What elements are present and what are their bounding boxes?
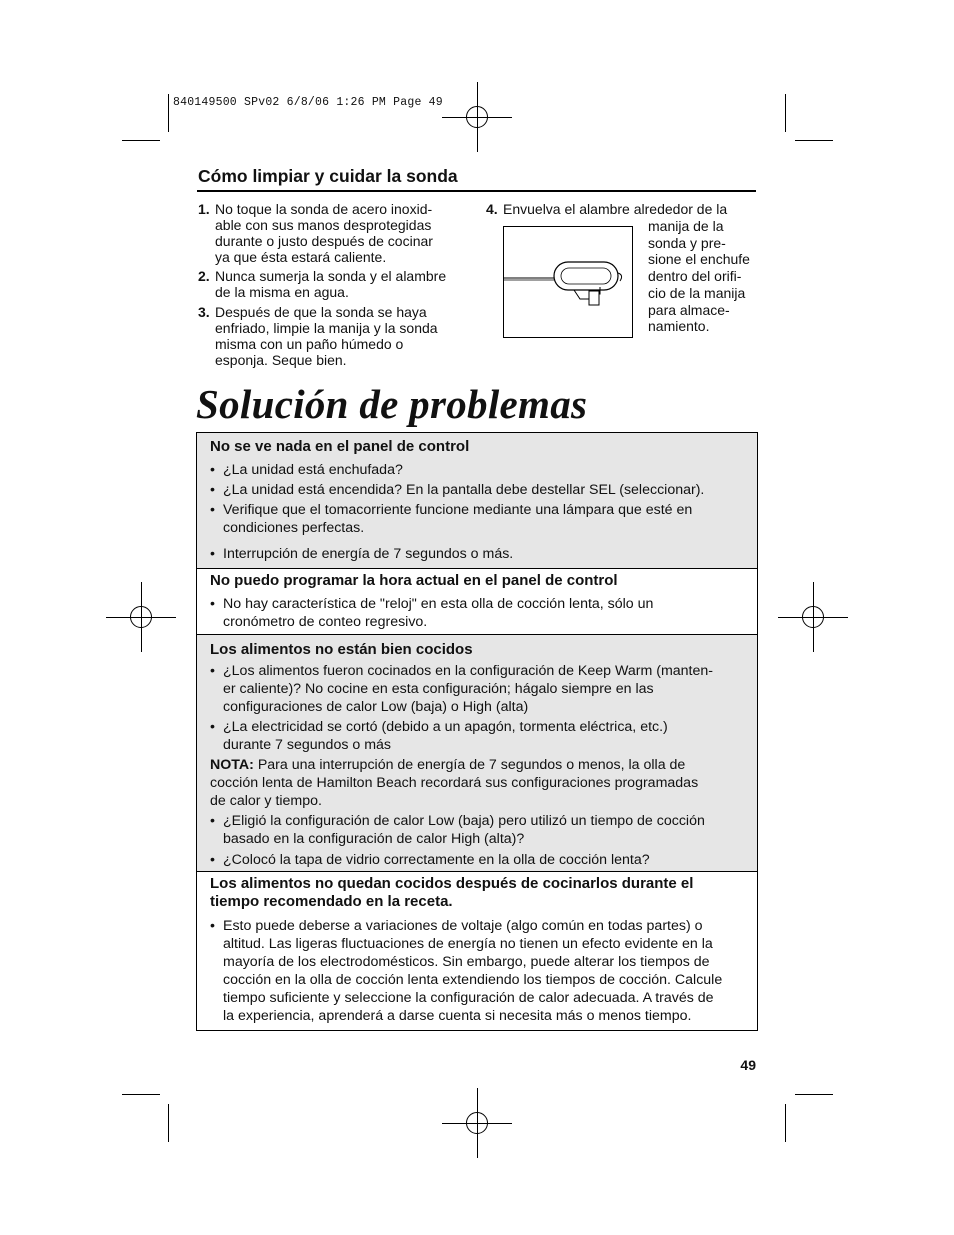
registration-mark-icon <box>106 582 176 652</box>
troubleshooting-row <box>197 433 757 569</box>
problem-title: No se ve nada en el panel de control <box>210 438 470 455</box>
problem-title: No puedo programar la hora actual en el panel de control <box>210 572 618 589</box>
list-item: • No hay característica de "reloj" en esta olla de cocción lenta, sólo un cronómetro de conteo regresivo. <box>210 596 654 630</box>
crop-mark <box>785 94 786 132</box>
list-item: • ¿Los alimentos fueron cocinados en la configuración de Keep Warm (manten- er caliente)? No cocine en esta configuración; hágalo siempre en las configuraciones de calor Low (baja) o High (alta) <box>210 663 713 715</box>
crop-mark <box>168 94 169 132</box>
list-item: • Esto puede deberse a variaciones de voltaje (algo común en todas partes) o altitud. Las ligeras fluctuaciones de energía no tienen un efecto evidente en la mayoría de los electrodomésticos. Sin embargo, puede alterar los tiempos de cocción en la olla de cocción lenta extendiendo los tiempos de cocción. Calcule tiempo suficiente y seleccione la configuración de calor adecuada. A través de la experiencia, aprenderá a darse cuenta si necesita más o menos tiempo. <box>210 918 723 1024</box>
section-heading: Cómo limpiar y cuidar la sonda <box>198 166 458 186</box>
heading-rule <box>197 190 756 192</box>
crop-mark <box>122 1094 160 1095</box>
crop-mark <box>795 140 833 141</box>
list-item: • ¿Colocó la tapa de vidrio correctamente en la olla de cocción lenta? <box>210 852 650 868</box>
registration-mark-icon <box>442 1088 512 1158</box>
problem-title: Los alimentos no quedan cocidos después de cocinarlos durante el tiempo recomendado en la receta. <box>210 875 694 910</box>
list-item: • ¿Eligió la configuración de calor Low (baja) pero utilizó un tiempo de cocción basado en la configuración de calor High (alta)? <box>210 813 705 847</box>
list-item: • Interrupción de energía de 7 segundos o más. <box>210 546 514 562</box>
problem-title: Los alimentos no están bien cocidos <box>210 641 473 658</box>
page-title: Solución de problemas <box>196 381 588 427</box>
troubleshooting-row <box>197 569 757 635</box>
care-step-4-continued: manija de la sonda y pre- sione el enchufe dentro del orifi- cio de la manija para almace- namiento. <box>648 218 750 335</box>
troubleshooting-row <box>197 872 757 1030</box>
registration-mark-icon <box>778 582 848 652</box>
list-item: • ¿La unidad está encendida? En la pantalla debe destellar SEL (seleccionar). <box>210 482 705 498</box>
note-paragraph: NOTA: Para una interrupción de energía de 7 segundos o menos, la olla de cocción lenta de Hamilton Beach recordará sus configuraciones programadas de calor y tiempo. <box>210 757 699 809</box>
crop-mark <box>795 1094 833 1095</box>
probe-handle-icon <box>504 227 634 339</box>
crop-mark <box>168 1104 169 1142</box>
probe-illustration <box>503 226 633 338</box>
crop-mark <box>122 140 160 141</box>
troubleshooting-row <box>197 635 757 872</box>
list-item: • ¿La electricidad se cortó (debido a un apagón, tormenta eléctrica, etc.) durante 7 segundos o más <box>210 719 668 753</box>
crop-mark <box>785 1104 786 1142</box>
printer-slug: 840149500 SPv02 6/8/06 1:26 PM Page 49 <box>173 96 443 109</box>
registration-mark-icon <box>442 82 512 152</box>
list-item: • ¿La unidad está enchufada? <box>210 462 403 478</box>
list-item: • Verifique que el tomacorriente funcione mediante una lámpara que esté en condiciones perfectas. <box>210 502 693 536</box>
troubleshooting-table <box>196 432 758 1031</box>
page-number: 49 <box>740 1057 756 1073</box>
